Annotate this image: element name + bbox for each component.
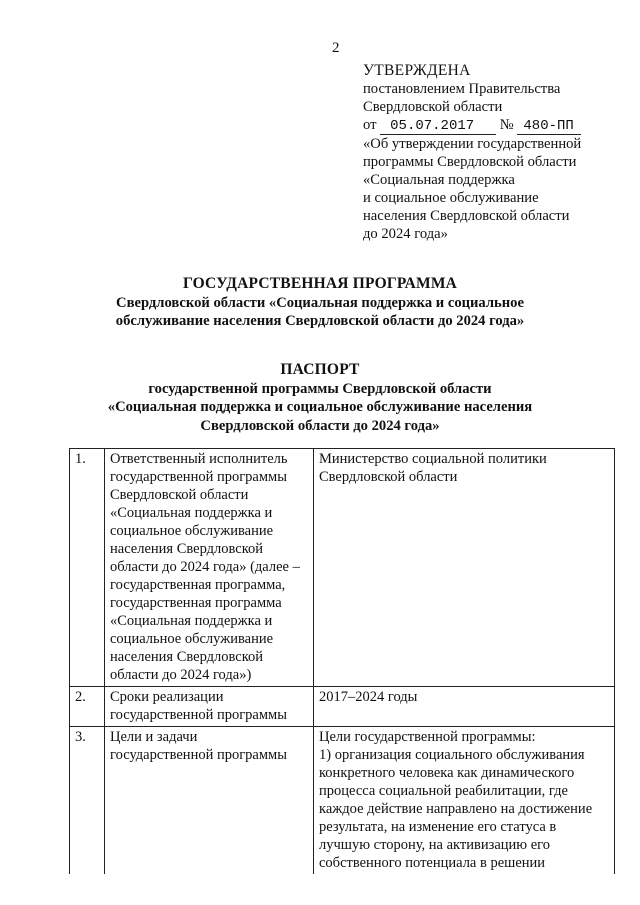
row-value-line: результата, на изменение его статуса в (319, 819, 557, 835)
program-heading-line: обслуживание населения Свердловской области до 2024 года» (115, 313, 525, 329)
approval-title-line: населения Свердловской области (363, 208, 570, 224)
row-name-line: государственная программа (110, 595, 282, 611)
passport-heading-line: государственной программы Свердловской области (148, 380, 492, 397)
approval-line: постановлением Правительства (363, 81, 561, 97)
table-row (70, 727, 615, 875)
program-heading-line: Свердловской области «Социальная поддержка и социальное (116, 294, 524, 311)
row-value (314, 687, 615, 727)
approval-title-line: до 2024 года» (363, 226, 448, 242)
row-name-line: Свердловской области (110, 487, 249, 503)
row-value-line: 2017–2024 годы (319, 689, 418, 705)
approval-stamp: УТВЕРЖДЕНА (363, 62, 471, 79)
row-name-line: государственная программа, (110, 577, 286, 593)
row-value (314, 727, 615, 875)
row-name-line: «Социальная поддержка и (110, 505, 273, 521)
row-value-line: Министерство социальной политики (319, 451, 547, 467)
passport-heading-line: Свердловской области до 2024 года» (200, 417, 440, 434)
row-number: 1. (70, 449, 105, 687)
row-name (105, 727, 314, 875)
page-number: 2 (332, 40, 340, 56)
row-name (105, 449, 314, 687)
row-value-line: Цели государственной программы: (319, 729, 536, 745)
from-label: от (363, 117, 377, 133)
approval-title-line: и социальное обслуживание (363, 190, 539, 206)
row-value (314, 449, 615, 687)
row-value-line: 1) организация социального обслуживания (319, 747, 585, 763)
row-name-line: Сроки реализации (110, 689, 224, 705)
row-name-line: государственной программы (110, 747, 287, 763)
approval-date: 05.07.2017 (380, 119, 496, 135)
row-name (105, 687, 314, 727)
row-value-line: Свердловской области (319, 469, 458, 485)
row-name-line: государственной программы (110, 469, 287, 485)
row-name-line: населения Свердловской (110, 541, 264, 557)
number-label: № (499, 117, 514, 133)
row-name-line: социальное обслуживание (110, 631, 274, 647)
row-name-line: «Социальная поддержка и (110, 613, 273, 629)
passport-heading (0, 361, 640, 435)
row-value-line: каждое действие направлено на достижение (319, 801, 593, 817)
table-row (70, 687, 615, 727)
table-row (70, 449, 615, 687)
approval-title-line: «Социальная поддержка (363, 172, 515, 188)
approval-title-line: «Об утверждении государственной (363, 136, 582, 152)
approval-line: Свердловской области (363, 99, 503, 115)
row-name-line: населения Свердловской (110, 649, 264, 665)
row-number: 3. (70, 727, 105, 875)
row-name-line: Цели и задачи (110, 729, 198, 745)
approval-number: 480-ПП (517, 119, 581, 135)
passport-table (69, 448, 615, 874)
program-heading-title: ГОСУДАРСТВЕННАЯ ПРОГРАММА (182, 275, 458, 292)
row-value-line: лучшую сторону, на активизацию его (319, 837, 551, 853)
row-name-line: области до 2024 года») (110, 667, 252, 683)
row-value-line: конкретного человека как динамического (319, 765, 575, 781)
row-name-line: Ответственный исполнитель (110, 451, 288, 467)
passport-heading-line: «Социальная поддержка и социальное обслуживание населения (107, 399, 533, 415)
row-value-line: процесса социальной реабилитации, где (319, 783, 568, 799)
row-value-line: собственного потенциала в решении (319, 855, 546, 871)
approval-title-line: программы Свердловской области (363, 154, 577, 170)
passport-heading-title: ПАСПОРТ (280, 361, 360, 378)
row-name-line: государственной программы (110, 707, 287, 723)
row-number: 2. (70, 687, 105, 727)
approval-date-line (363, 116, 613, 135)
approval-block (363, 62, 613, 243)
row-name-line: области до 2024 года» (далее – (110, 559, 300, 575)
row-name-line: социальное обслуживание (110, 523, 274, 539)
program-heading (0, 275, 640, 331)
